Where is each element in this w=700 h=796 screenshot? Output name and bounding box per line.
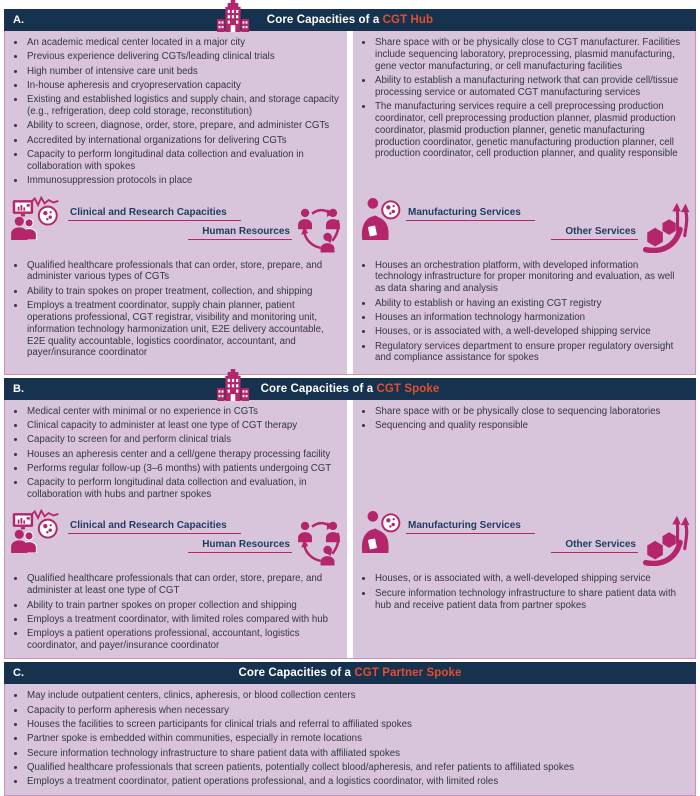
- panel-b: [4, 378, 696, 660]
- bullet-item: • Secure information technology infrastructure to share patient data with affiliated spokes: [26, 748, 687, 760]
- bullet-item: • Share space with or be physically close to sequencing laboratories: [374, 406, 687, 418]
- bullet-item: • Performs regular follow-up (3–6 months) with patients undergoing CGT: [26, 463, 339, 475]
- bullet-item: • May include outpatient centers, clinics, apheresis, or blood collection centers: [26, 690, 687, 702]
- panel-b-title: [4, 383, 696, 395]
- panel-c-letter: C.: [13, 667, 24, 680]
- bullet-item: • Houses an apheresis center and a cell/gene therapy processing facility: [26, 449, 339, 461]
- panel-b-right-band: [353, 507, 695, 567]
- bullet-item: • Qualified healthcare professionals that can order, store, prepare, and administer various types of CGTs: [26, 260, 339, 284]
- bullet-item: • Ability to establish a manufacturing network that can provide cell/tissue processing service or automated CGT manufacturing services: [374, 75, 687, 99]
- panel-c-list: [5, 684, 695, 794]
- panel-c-header: [4, 662, 696, 684]
- panel-b-title-accent: CGT Spoke: [376, 382, 440, 395]
- human-resources-label: Human Resources: [188, 539, 292, 553]
- panel-b-hr-list: [5, 567, 347, 658]
- clinical-research-label: Clinical and Research Capacities: [68, 207, 241, 221]
- panel-c-body: [4, 684, 696, 795]
- bullet-item: • Regulatory services department to ensure proper regulatory oversight and compliance assistance for spokes: [374, 341, 687, 365]
- bullet-item: • In-house apheresis and cryopreservation capacity: [26, 80, 339, 92]
- human-resources-section: [188, 520, 343, 566]
- panel-c: [4, 662, 696, 795]
- bullet-item: • Capacity to perform longitudinal data collection and evaluation, in collaboration with hubs and partner spokes: [26, 477, 339, 501]
- bullet-item: • Capacity to perform apheresis when necessary: [26, 705, 687, 717]
- panel-a-manufacturing-list: [353, 31, 695, 194]
- bullet-item: • Employs a treatment coordinator, with limited roles compared with hub: [26, 614, 339, 626]
- bullet-item: • Houses an orchestration platform, with developed information technology infrastructure for proper monitoring and evaluation, as well as data sharing and analysis: [374, 260, 687, 295]
- other-services-section: [551, 520, 691, 566]
- panel-c-title-accent: CGT Partner Spoke: [354, 667, 462, 680]
- bullet-item: • An academic medical center located in a major city: [26, 37, 339, 49]
- manufacturing-icon: [359, 196, 403, 240]
- other-services-icon: [641, 520, 691, 566]
- panel-a-title: [4, 14, 696, 26]
- panel-c-title: [4, 667, 696, 679]
- panel-b-other-list: [353, 567, 695, 658]
- bullet-item: • Share space with or be physically close to CGT manufacturer. Facilities include sequencing laboratory, preprocessing, plasmid manufacturing, gene vector manufacturing, or cell manufacturing facilities: [374, 37, 687, 72]
- human-resources-section: [188, 207, 343, 253]
- bullet-item: • Existing and established logistics and supply chain, and storage capacity (e.g., refrigeration, deep cold storage, reconstitution): [26, 94, 339, 118]
- bullet-item: • Employs a treatment coordinator, patient operations professional, and a logistics coordinator, with limited roles: [26, 776, 687, 788]
- bullet-item: • Capacity to screen for and perform clinical trials: [26, 434, 339, 446]
- bullet-item: • Houses, or is associated with, a well-developed shipping service: [374, 573, 687, 585]
- panel-b-letter: B.: [13, 382, 24, 395]
- manufacturing-label: Manufacturing Services: [406, 520, 535, 534]
- other-services-label: Other Services: [551, 539, 638, 553]
- human-resources-icon: [295, 520, 343, 566]
- bullet-item: • Secure information technology infrastructure to share patient data with hub and receive patient data from partner spokes: [374, 588, 687, 612]
- bullet-item: • Houses an information technology harmonization: [374, 312, 687, 324]
- panel-a-clinical-list: [5, 31, 347, 194]
- bullet-item: • Previous experience delivering CGTs/leading clinical trials: [26, 51, 339, 63]
- bullet-item: • Qualified healthcare professionals that can order, store, prepare, and administer at least one type of CGT: [26, 573, 339, 597]
- panel-a-other-list: [353, 254, 695, 374]
- bullet-item: • Houses the facilities to screen participants for clinical trials and referral to affiliated spokes: [26, 719, 687, 731]
- bullet-item: • Qualified healthcare professionals that screen patients, potentially collect blood/apheresis, and refer patients to affiliated spokes: [26, 762, 687, 774]
- bullet-item: • Ability to train partner spokes on proper collection and shipping: [26, 600, 339, 612]
- bullet-item: • Houses, or is associated with, a well-developed shipping service: [374, 326, 687, 338]
- bullet-item: • High number of intensive care unit beds: [26, 66, 339, 78]
- panel-b-header: [4, 378, 696, 400]
- manufacturing-icon: [359, 509, 403, 553]
- panel-b-manufacturing-list: [353, 400, 695, 508]
- panel-a-hr-list: [5, 254, 347, 374]
- other-services-icon: [641, 207, 691, 253]
- bullet-item: • Ability to screen, diagnose, order, store, prepare, and administer CGTs: [26, 120, 339, 132]
- bullet-item: • Medical center with minimal or no experience in CGTs: [26, 406, 339, 418]
- panel-a-title-accent: CGT Hub: [382, 14, 434, 26]
- bullet-item: • Employs a treatment coordinator, supply chain planner, patient operations professional, CGT registrar, visibility and monitoring unit, information technology harmonization unit, E2E delivery accountable, E2E quality accountable, logistics coordinator, accountant, and payer/insurance coordinator: [26, 300, 339, 359]
- panel-a-title-prefix: Core Capacities of a: [266, 14, 383, 26]
- bullet-item: • The manufacturing services require a cell preprocessing production coordinator, cell preprocessing production planner, plasmid production coordinator, plasmid production planner, genetic manufacturing production coordinator, genetic manufacturing production planner, cell production coordinator, cell production planner, and quality responsible: [374, 101, 687, 160]
- bullet-item: • Clinical capacity to administer at least one type of CGT therapy: [26, 420, 339, 432]
- other-services-label: Other Services: [551, 226, 638, 240]
- bullet-item: • Partner spoke is embedded within communities, especially in remote locations: [26, 733, 687, 745]
- bullet-item: • Capacity to perform longitudinal data collection and evaluation in collaboration with spokes: [26, 149, 339, 173]
- panel-c-title-prefix: Core Capacities of a: [238, 667, 355, 680]
- bullet-item: • Ability to train spokes on proper treatment, collection, and shipping: [26, 286, 339, 298]
- human-resources-icon: [295, 207, 343, 253]
- bullet-item: • Ability to establish or having an existing CGT registry: [374, 298, 687, 310]
- manufacturing-label: Manufacturing Services: [406, 207, 535, 221]
- clinical-research-icon: [11, 196, 65, 240]
- panel-a-right-band: [353, 194, 695, 254]
- clinical-research-icon: [11, 509, 65, 553]
- manufacturing-section: [359, 509, 535, 553]
- bullet-item: • Accredited by international organizations for delivering CGTs: [26, 135, 339, 147]
- other-services-section: [551, 207, 691, 253]
- panel-a-left-band: [5, 194, 347, 254]
- manufacturing-section: [359, 196, 535, 240]
- panel-b-clinical-list: [5, 400, 347, 508]
- panel-b-body: [4, 400, 696, 660]
- panel-a-letter: A.: [13, 14, 24, 26]
- human-resources-label: Human Resources: [188, 226, 292, 240]
- panel-a-body: [4, 31, 696, 375]
- panel-a: [4, 9, 696, 375]
- clinical-research-label: Clinical and Research Capacities: [68, 520, 241, 534]
- panel-b-left-band: [5, 507, 347, 567]
- panel-b-title-prefix: Core Capacities of a: [260, 382, 377, 395]
- panel-a-header: [4, 9, 696, 31]
- bullet-item: • Immunosuppression protocols in place: [26, 175, 339, 187]
- bullet-item: • Employs a patient operations professional, accountant, logistics coordinator, and payer/insurance coordinator: [26, 628, 339, 652]
- bullet-item: • Sequencing and quality responsible: [374, 420, 687, 432]
